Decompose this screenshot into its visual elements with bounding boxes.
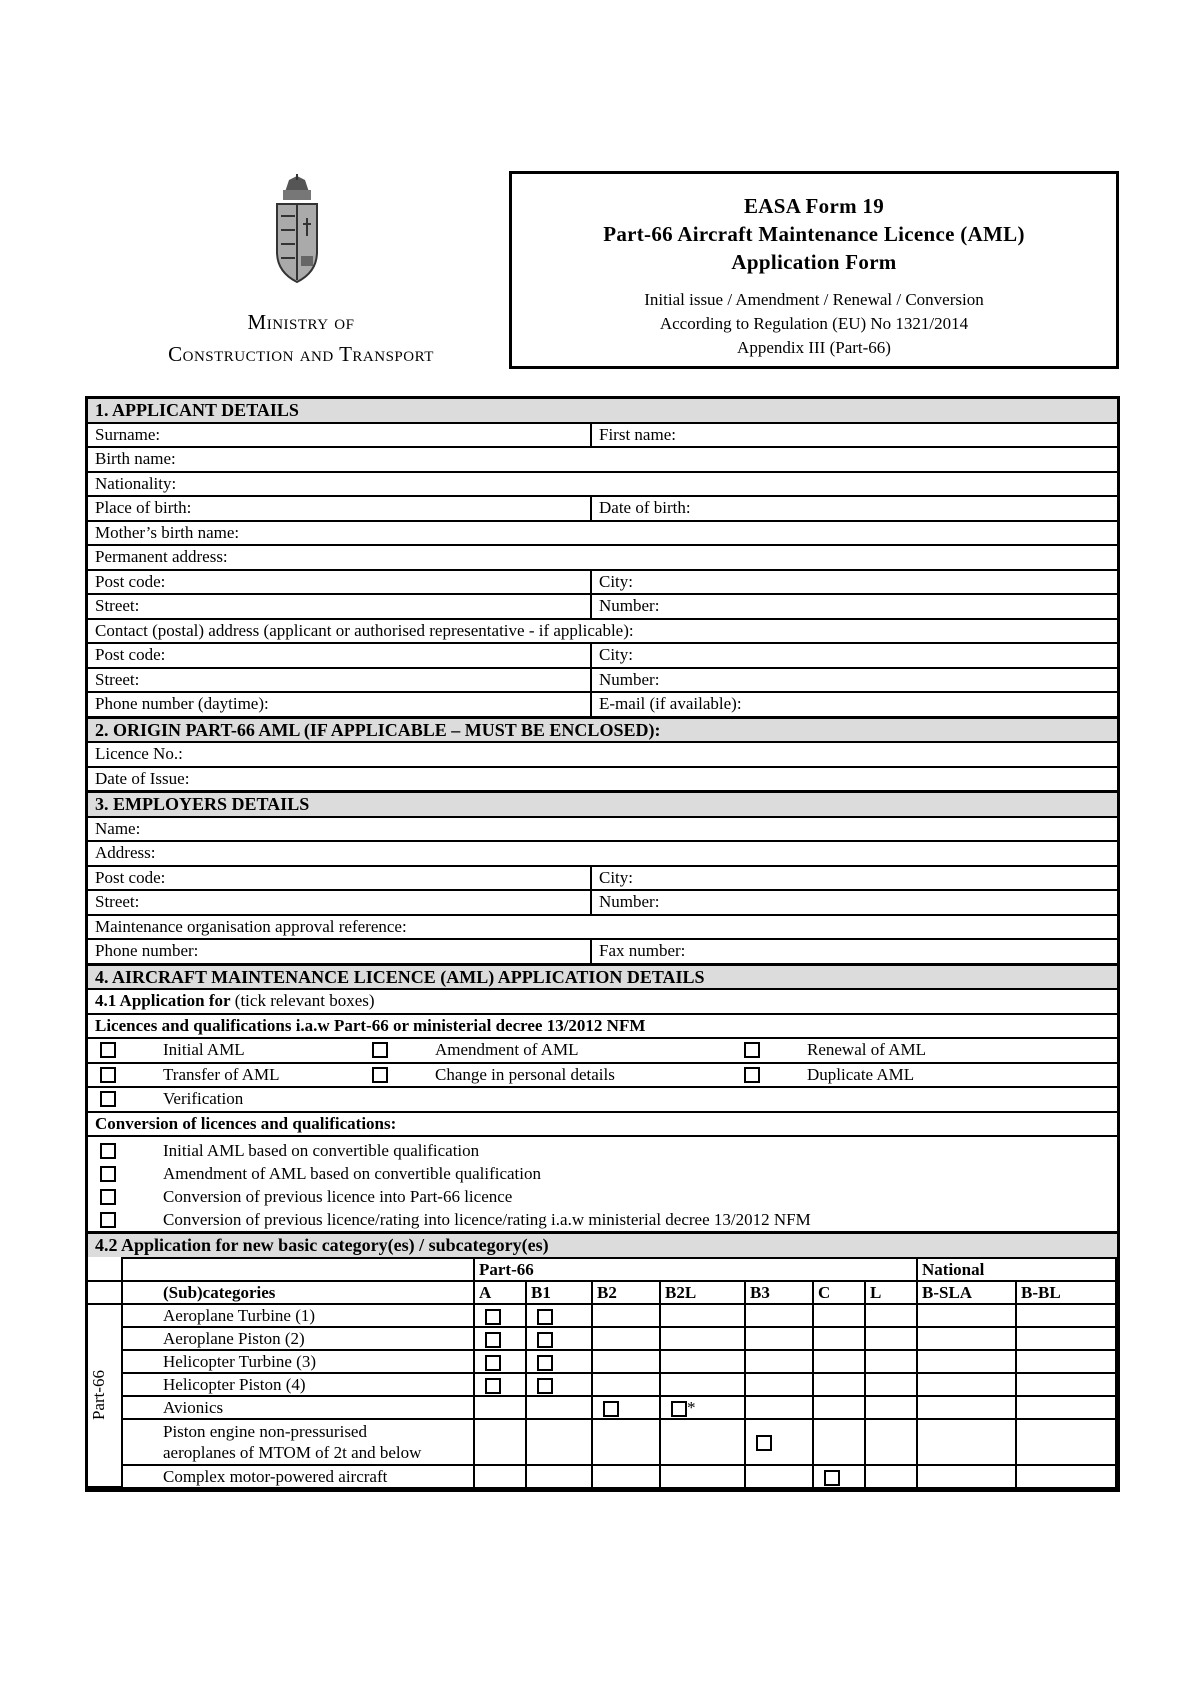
category-table bbox=[88, 1257, 1117, 1490]
date-of-issue-field[interactable]: Date of Issue: bbox=[95, 768, 190, 788]
employer-address-label: Address: bbox=[95, 843, 156, 862]
contact-address-label: Contact (postal) address (applicant or authorised representative - if applicable): bbox=[95, 620, 634, 640]
amendment-aml-checkbox[interactable] bbox=[372, 1042, 388, 1058]
section-2-header bbox=[88, 716, 1117, 742]
a-helicopter-turbine-checkbox[interactable] bbox=[485, 1355, 501, 1371]
employer-number-field[interactable]: Number: bbox=[599, 892, 660, 911]
section-1-header bbox=[88, 396, 1117, 422]
section-4-2-header bbox=[88, 1231, 1117, 1257]
row-piston-engine bbox=[122, 1419, 474, 1465]
number-field[interactable]: Number: bbox=[599, 596, 660, 615]
b1-helicopter-piston-checkbox[interactable] bbox=[537, 1378, 553, 1394]
section-2-title: 2. ORIGIN PART-66 AML (IF APPLICABLE – MUST BE ENCLOSED): bbox=[95, 719, 661, 740]
employer-fax-field[interactable]: Fax number: bbox=[599, 941, 686, 960]
contact-post-code-field[interactable]: Post code: bbox=[88, 644, 592, 667]
subcategories-header: (Sub)categories bbox=[122, 1281, 474, 1304]
section-3-header bbox=[88, 790, 1117, 816]
employer-street-field[interactable]: Street: bbox=[88, 891, 592, 914]
ministry-line-2: Construction and Transport bbox=[168, 342, 434, 366]
conversion-heading: Conversion of licences and qualifications: bbox=[95, 1113, 397, 1133]
approval-reference-field[interactable]: Maintenance organisation approval reference: bbox=[95, 916, 407, 936]
b3-piston-engine-checkbox[interactable] bbox=[756, 1435, 772, 1451]
col-b1: B1 bbox=[526, 1281, 592, 1304]
col-a: A bbox=[474, 1281, 526, 1304]
contact-street-field[interactable]: Street: bbox=[88, 669, 592, 692]
b1-aeroplane-piston-checkbox[interactable] bbox=[537, 1332, 553, 1348]
licence-no-field[interactable]: Licence No.: bbox=[95, 744, 183, 763]
national-group-header: National bbox=[917, 1258, 1116, 1281]
form-subtitle-2: Application Form bbox=[731, 250, 897, 274]
change-personal-label: Change in personal details bbox=[435, 1064, 615, 1084]
contact-city-field[interactable]: City: bbox=[599, 645, 634, 664]
mothers-birth-name-field[interactable]: Mother’s birth name: bbox=[95, 522, 240, 542]
surname-field[interactable]: Surname: bbox=[88, 424, 592, 447]
nationality-field[interactable]: Nationality: bbox=[95, 473, 177, 493]
conversion-part66-label: Conversion of previous licence into Part-66 licence bbox=[163, 1186, 513, 1206]
renewal-aml-checkbox[interactable] bbox=[744, 1042, 760, 1058]
row-piston-engine-line2: aeroplanes of MTOM of 2t and below bbox=[163, 1442, 422, 1462]
conversion-amendment-checkbox[interactable] bbox=[100, 1166, 116, 1182]
email-field[interactable]: E-mail (if available): bbox=[599, 694, 742, 713]
col-b2l: B2L bbox=[660, 1281, 745, 1304]
conversion-national-label: Conversion of previous licence/rating into licence/rating i.a.w ministerial decree 13/2012 NFM bbox=[163, 1209, 811, 1229]
employer-city-field[interactable]: City: bbox=[599, 867, 634, 887]
employer-post-code-field[interactable]: Post code: bbox=[88, 867, 592, 890]
renewal-aml-label: Renewal of AML bbox=[807, 1040, 926, 1060]
verification-checkbox[interactable] bbox=[100, 1091, 116, 1107]
application-for-bold: 4.1 Application for bbox=[95, 991, 231, 1010]
transfer-aml-label: Transfer of AML bbox=[163, 1064, 280, 1084]
row-helicopter-turbine: Helicopter Turbine (3) bbox=[122, 1350, 474, 1373]
licences-heading: Licences and qualifications i.a.w Part-66 or ministerial decree 13/2012 NFM bbox=[95, 1015, 646, 1035]
contact-number-field[interactable]: Number: bbox=[599, 669, 660, 689]
transfer-aml-checkbox[interactable] bbox=[100, 1067, 116, 1083]
section-3-title: 3. EMPLOYERS DETAILS bbox=[95, 794, 310, 814]
row-piston-engine-line1: Piston engine non-pressurised bbox=[163, 1421, 367, 1441]
col-b-bl: B-BL bbox=[1016, 1281, 1116, 1304]
part66-group-header: Part-66 bbox=[474, 1258, 917, 1281]
conversion-initial-label: Initial AML based on convertible qualification bbox=[163, 1140, 480, 1160]
form-title-box bbox=[509, 171, 1119, 369]
row-aeroplane-turbine: Aeroplane Turbine (1) bbox=[122, 1304, 474, 1327]
row-aeroplane-piston: Aeroplane Piston (2) bbox=[122, 1327, 474, 1350]
application-for-label bbox=[88, 990, 375, 1013]
col-l: L bbox=[865, 1281, 917, 1304]
b2l-asterisk: * bbox=[687, 1397, 696, 1417]
employer-name-field[interactable]: Name: bbox=[95, 818, 141, 838]
amendment-aml-label: Amendment of AML bbox=[435, 1040, 579, 1060]
first-name-field[interactable]: First name: bbox=[599, 424, 676, 444]
row-complex-motor: Complex motor-powered aircraft bbox=[122, 1465, 474, 1488]
conversion-part66-checkbox[interactable] bbox=[100, 1189, 116, 1205]
a-helicopter-piston-checkbox[interactable] bbox=[485, 1378, 501, 1394]
section-1-title: 1. APPLICANT DETAILS bbox=[95, 400, 299, 420]
row-avionics: Avionics bbox=[122, 1396, 474, 1419]
section-4-header bbox=[88, 963, 1117, 989]
employer-phone-field[interactable]: Phone number: bbox=[88, 940, 592, 963]
date-of-birth-field[interactable]: Date of birth: bbox=[599, 498, 691, 517]
form-subtitle: Part-66 Aircraft Maintenance Licence (AML) bbox=[603, 222, 1025, 246]
application-for-note: (tick relevant boxes) bbox=[230, 991, 375, 1010]
ministry-line-1: Ministry of bbox=[247, 310, 355, 334]
initial-aml-checkbox[interactable] bbox=[100, 1042, 116, 1058]
conversion-national-checkbox[interactable] bbox=[100, 1212, 116, 1228]
street-field[interactable]: Street: bbox=[88, 595, 592, 618]
coat-of-arms-logo bbox=[255, 174, 339, 294]
change-personal-checkbox[interactable] bbox=[372, 1067, 388, 1083]
city-field[interactable]: City: bbox=[599, 571, 634, 591]
post-code-field[interactable]: Post code: bbox=[88, 571, 592, 594]
birth-name-field[interactable]: Birth name: bbox=[95, 449, 176, 468]
a-aeroplane-turbine-checkbox[interactable] bbox=[485, 1309, 501, 1325]
col-b-sla: B-SLA bbox=[917, 1281, 1016, 1304]
conversion-initial-checkbox[interactable] bbox=[100, 1143, 116, 1159]
c-complex-motor-checkbox[interactable] bbox=[824, 1470, 840, 1486]
form-title: EASA Form 19 bbox=[743, 194, 885, 218]
a-aeroplane-piston-checkbox[interactable] bbox=[485, 1332, 501, 1348]
phone-daytime-field[interactable]: Phone number (daytime): bbox=[88, 693, 592, 716]
conversion-amendment-label: Amendment of AML based on convertible qualification bbox=[163, 1163, 541, 1183]
form-purpose: Initial issue / Amendment / Renewal / Conversion bbox=[644, 290, 984, 309]
b1-aeroplane-turbine-checkbox[interactable] bbox=[537, 1309, 553, 1325]
duplicate-aml-label: Duplicate AML bbox=[807, 1064, 915, 1084]
section-4-2-title: 4.2 Application for new basic category(es) / subcategory(es) bbox=[95, 1235, 549, 1255]
part66-side-label-cell bbox=[88, 1304, 122, 1488]
row-helicopter-piston: Helicopter Piston (4) bbox=[122, 1373, 474, 1396]
col-b3: B3 bbox=[745, 1281, 813, 1304]
col-c: C bbox=[813, 1281, 865, 1304]
place-of-birth-field[interactable]: Place of birth: bbox=[88, 497, 592, 520]
form-regulation: According to Regulation (EU) No 1321/2014 bbox=[659, 314, 969, 333]
form-appendix: Appendix III (Part-66) bbox=[737, 338, 891, 357]
section-4-title: 4. AIRCRAFT MAINTENANCE LICENCE (AML) APPLICATION DETAILS bbox=[95, 966, 705, 987]
application-form bbox=[85, 396, 1120, 1492]
permanent-address-label: Permanent address: bbox=[95, 547, 228, 566]
verification-label: Verification bbox=[163, 1089, 244, 1109]
col-b2: B2 bbox=[592, 1281, 660, 1304]
b2-avionics-checkbox[interactable] bbox=[603, 1401, 619, 1417]
initial-aml-label: Initial AML bbox=[163, 1040, 245, 1060]
ministry-name bbox=[96, 306, 506, 370]
b1-helicopter-turbine-checkbox[interactable] bbox=[537, 1355, 553, 1371]
part66-side-label: Part-66 bbox=[89, 1370, 108, 1421]
duplicate-aml-checkbox[interactable] bbox=[744, 1067, 760, 1083]
conversion-options bbox=[88, 1135, 1117, 1231]
b2l-avionics-checkbox[interactable] bbox=[671, 1401, 687, 1417]
